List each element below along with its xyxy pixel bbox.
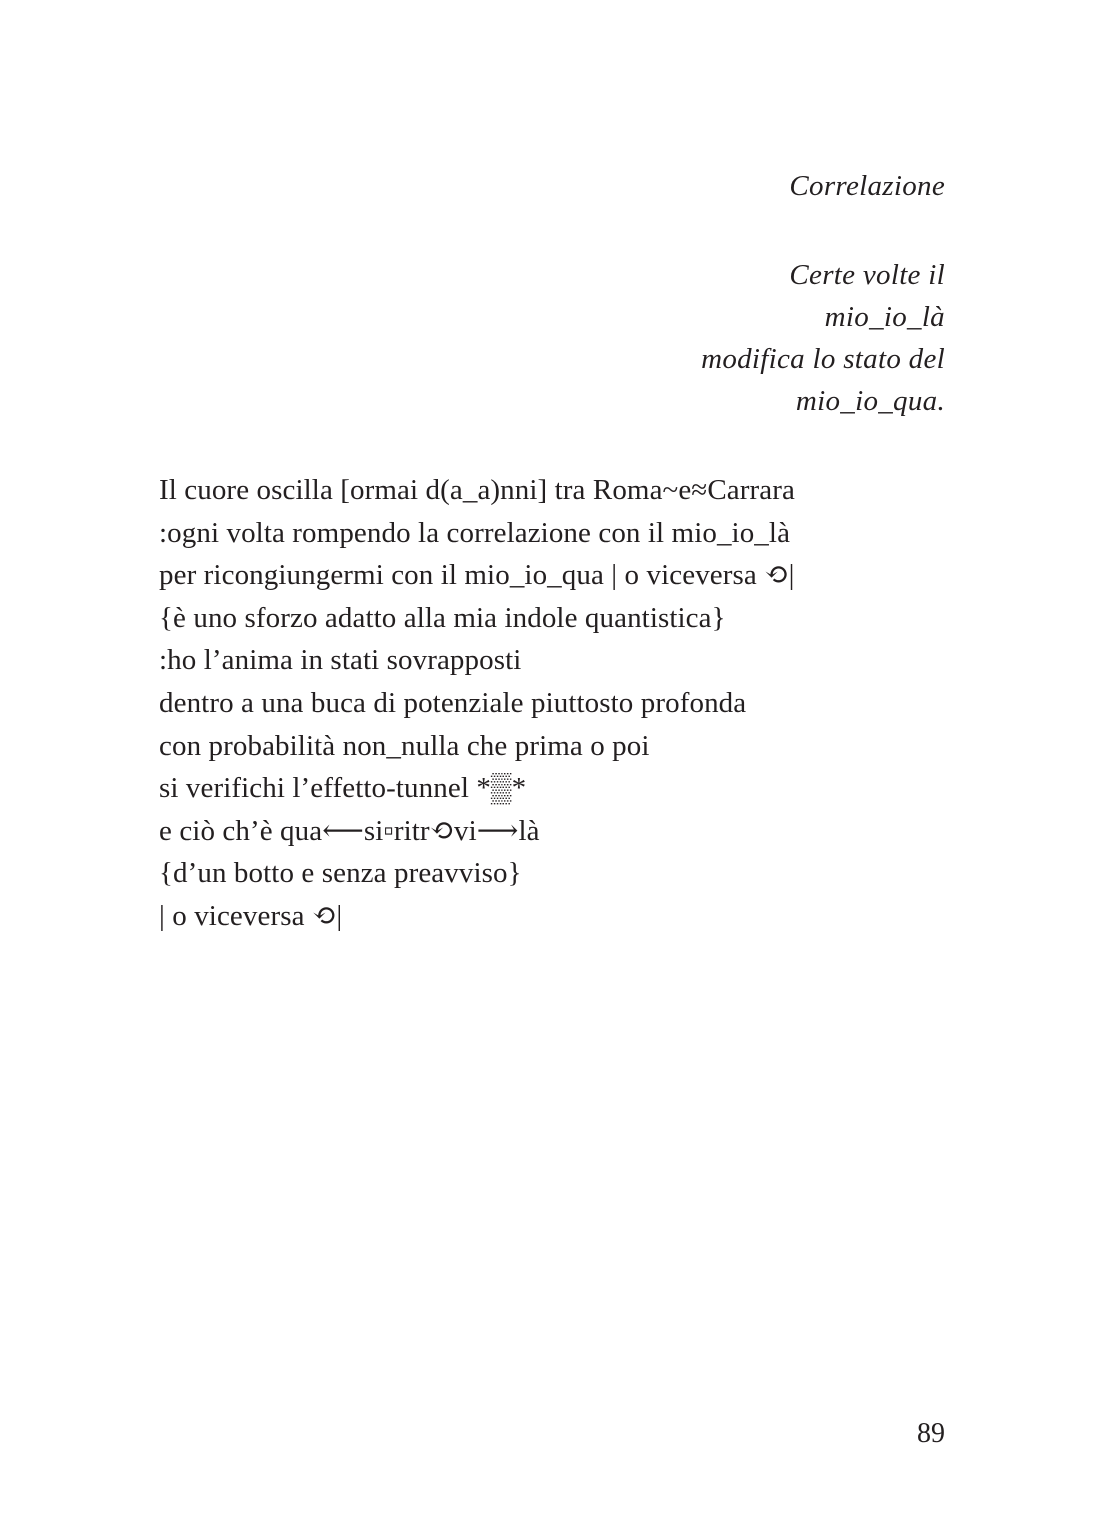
poem-line: {è uno sforzo adatto alla mia indole quantistica} [159, 601, 726, 634]
poem-line: :ho l’anima in stati sovrapposti [159, 644, 522, 677]
epigraph-line: mio_io_qua. [795, 385, 945, 417]
epigraph [701, 254, 945, 422]
page-number: 89 [917, 1418, 945, 1449]
poem-line: {d’un botto e senza preavviso} [159, 857, 522, 890]
poem-line: si verifichi l’effetto-tunnel *▒* [159, 772, 527, 805]
poem-line: e ciò ch’è qua⟵si▫ritr⟲vi⟶là [159, 814, 540, 847]
poem-body [159, 469, 795, 938]
epigraph-line: modifica lo stato del [701, 343, 945, 375]
epigraph-line: mio_io_là [824, 301, 945, 333]
epigraph-line: Certe volte il [789, 259, 945, 291]
poem-line: :ogni volta rompendo la correlazione con il mio_io_là [159, 516, 791, 549]
poem-line: con probabilità non_nulla che prima o poi [159, 729, 650, 762]
poem-line: | o viceversa ⟲| [159, 899, 343, 932]
poem-line: Il cuore oscilla [ormai d(a_a)nni] tra Roma~e≈Carrara [159, 474, 795, 506]
poem-line: per ricongiungermi con il mio_io_qua | o viceversa ⟲| [159, 559, 795, 592]
poem-line: dentro a una buca di potenziale piuttosto profonda [159, 686, 747, 719]
poem-title: Correlazione [789, 170, 945, 202]
